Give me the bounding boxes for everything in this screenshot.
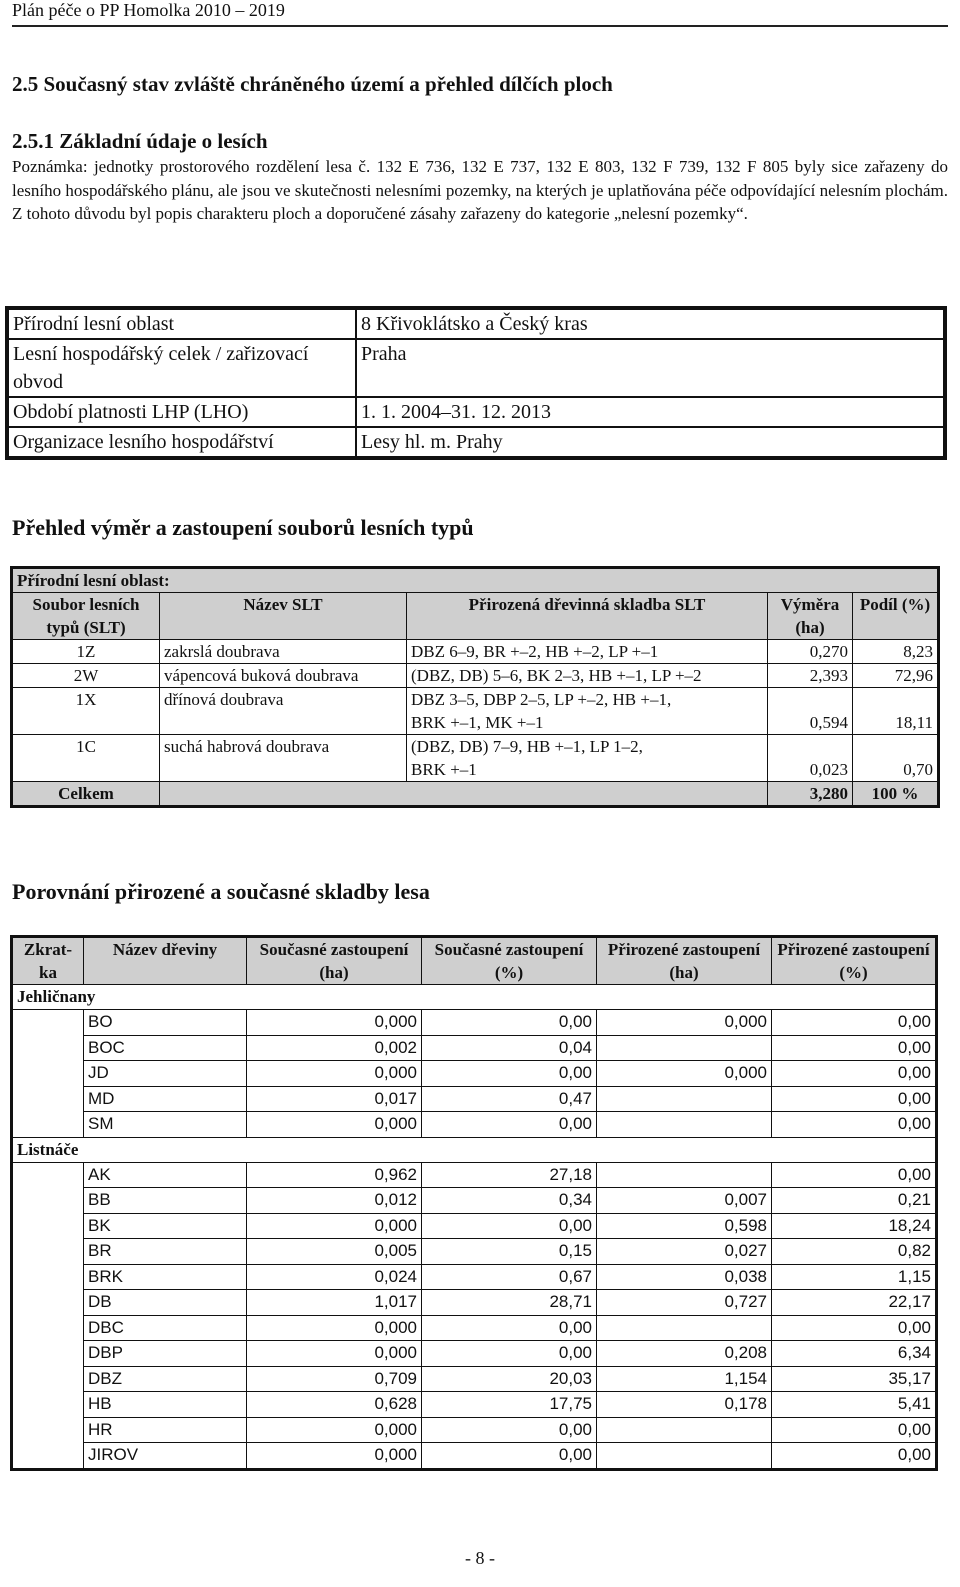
cmp-natural-pct: 0,21 (772, 1188, 937, 1214)
cmp-species: HB (84, 1392, 247, 1418)
slt-row (12, 735, 939, 782)
cmp-natural-ha (597, 1443, 772, 1470)
cmp-species: DB (84, 1290, 247, 1316)
cmp-species: DBC (84, 1315, 247, 1341)
cmp-current-ha: 0,000 (247, 1315, 422, 1341)
cmp-current-ha: 0,000 (247, 1213, 422, 1239)
cmp-natural-pct: 0,00 (772, 1417, 937, 1443)
cmp-row (12, 1315, 937, 1341)
slt-total-area: 3,280 (768, 782, 853, 807)
slt-code: 1C (12, 735, 160, 782)
cmp-current-ha: 0,000 (247, 1341, 422, 1367)
cmp-natural-ha: 0,598 (597, 1213, 772, 1239)
cmp-blank (12, 1035, 84, 1061)
cmp-natural-pct: 0,00 (772, 1315, 937, 1341)
cmp-current-pct: 0,04 (422, 1035, 597, 1061)
cmp-current-pct: 0,00 (422, 1341, 597, 1367)
cmp-group-label: Jehličnany (12, 985, 937, 1010)
cmp-species: DBP (84, 1341, 247, 1367)
cmp-natural-ha (597, 1162, 772, 1188)
cmp-group-row (12, 985, 937, 1010)
cmp-current-pct: 0,00 (422, 1213, 597, 1239)
slt-total-label: Celkem (12, 782, 160, 807)
cmp-species: JIROV (84, 1443, 247, 1470)
slt-composition (407, 735, 768, 782)
cmp-natural-pct: 5,41 (772, 1392, 937, 1418)
cmp-header-natural-ha: Přirozené zastoupení (ha) (597, 937, 772, 985)
cmp-row (12, 1290, 937, 1316)
cmp-natural-ha: 0,000 (597, 1010, 772, 1036)
cmp-blank (12, 1010, 84, 1036)
cmp-species: MD (84, 1086, 247, 1112)
cmp-blank (12, 1086, 84, 1112)
cmp-natural-pct: 0,00 (772, 1112, 937, 1138)
info-value: Praha (356, 339, 945, 397)
cmp-row (12, 1417, 937, 1443)
slt-table (10, 566, 940, 808)
slt-header-share: Podíl (%) (853, 593, 939, 640)
cmp-species: BO (84, 1010, 247, 1036)
header-rule (12, 25, 948, 27)
info-label: Lesní hospodářský celek / zařizovací obvod (7, 339, 356, 397)
slt-name: vápencová buková doubrava (160, 664, 407, 688)
cmp-row (12, 1264, 937, 1290)
info-row (7, 308, 945, 339)
info-label: Období platnosti LHP (LHO) (7, 397, 356, 427)
slt-region-row (12, 568, 939, 593)
slt-header-code: Soubor lesních typů (SLT) (12, 593, 160, 640)
running-header: Plán péče o PP Homolka 2010 – 2019 (12, 0, 285, 20)
comparison-table (10, 935, 938, 1471)
info-label: Organizace lesního hospodářství (7, 427, 356, 458)
cmp-header-current-ha: Současné zastoupení (ha) (247, 937, 422, 985)
slt-area: 0,594 (768, 688, 853, 735)
slt-composition-line: (DBZ, DB) 5–6, BK 2–3, HB +–1, LP +–2 (411, 666, 702, 685)
cmp-current-ha: 0,002 (247, 1035, 422, 1061)
cmp-natural-ha (597, 1417, 772, 1443)
cmp-header-abbr: Zkrat-ka (12, 937, 84, 985)
cmp-blank (12, 1315, 84, 1341)
cmp-current-pct: 0,00 (422, 1112, 597, 1138)
cmp-species: BOC (84, 1035, 247, 1061)
slt-name: suchá habrová doubrava (160, 735, 407, 782)
cmp-blank (12, 1417, 84, 1443)
cmp-blank (12, 1366, 84, 1392)
cmp-header-current-pct: Současné zastoupení (%) (422, 937, 597, 985)
cmp-row (12, 1086, 937, 1112)
note-text-1: Poznámka: jednotky prostorového rozdělení lesa č. 132 E 736, 132 E 737, 132 E 803, 132 F 739, 132 F 805 byly sice zařazeny do lesního hospodářského plánu, ale jsou ve skutečnosti nelesními pozemky, na kterých je uplatňována péče odpovídající nelesním plochám. (12, 157, 949, 200)
cmp-natural-pct: 6,34 (772, 1341, 937, 1367)
cmp-natural-pct: 0,00 (772, 1010, 937, 1036)
cmp-natural-pct: 22,17 (772, 1290, 937, 1316)
cmp-current-ha: 0,005 (247, 1239, 422, 1265)
cmp-natural-pct: 0,82 (772, 1239, 937, 1265)
cmp-header-natural-pct: Přirozené zastoupení (%) (772, 937, 937, 985)
cmp-current-ha: 0,012 (247, 1188, 422, 1214)
slt-name: zakrslá doubrava (160, 640, 407, 664)
cmp-natural-ha: 0,208 (597, 1341, 772, 1367)
cmp-row (12, 1188, 937, 1214)
cmp-species: BK (84, 1213, 247, 1239)
slt-code: 2W (12, 664, 160, 688)
cmp-current-ha: 0,000 (247, 1443, 422, 1470)
cmp-blank (12, 1392, 84, 1418)
cmp-species: BB (84, 1188, 247, 1214)
note-text-2: Z tohoto důvodu byl popis charakteru ploch a doporučené zásahy zařazeny do kategorie „nelesní pozemky“. (12, 204, 748, 223)
subsection-title: 2.5.1 Základní údaje o lesích (12, 129, 268, 153)
info-value: 1. 1. 2004–31. 12. 2013 (356, 397, 945, 427)
cmp-natural-ha: 1,154 (597, 1366, 772, 1392)
cmp-blank (12, 1061, 84, 1087)
cmp-species: BR (84, 1239, 247, 1265)
info-row (7, 427, 945, 458)
slt-code: 1X (12, 688, 160, 735)
slt-header-row (12, 593, 939, 640)
cmp-current-pct: 27,18 (422, 1162, 597, 1188)
cmp-natural-ha: 0,007 (597, 1188, 772, 1214)
info-table (5, 306, 947, 460)
cmp-current-ha: 0,709 (247, 1366, 422, 1392)
cmp-row (12, 1162, 937, 1188)
cmp-row (12, 1112, 937, 1138)
cmp-blank (12, 1213, 84, 1239)
cmp-natural-ha: 0,178 (597, 1392, 772, 1418)
slt-composition (407, 640, 768, 664)
slt-composition-line: BRK +–1 (411, 760, 477, 779)
slt-share: 0,70 (853, 735, 939, 782)
cmp-natural-pct: 0,00 (772, 1061, 937, 1087)
slt-region-label: Přírodní lesní oblast: (12, 568, 939, 593)
info-row (7, 397, 945, 427)
comparison-section-title: Porovnání přirozené a současné skladby lesa (12, 879, 430, 904)
cmp-current-pct: 0,34 (422, 1188, 597, 1214)
cmp-natural-pct: 1,15 (772, 1264, 937, 1290)
cmp-current-ha: 0,628 (247, 1392, 422, 1418)
slt-share: 72,96 (853, 664, 939, 688)
cmp-natural-ha (597, 1035, 772, 1061)
cmp-natural-pct: 0,00 (772, 1162, 937, 1188)
cmp-row (12, 1341, 937, 1367)
slt-row (12, 664, 939, 688)
slt-composition (407, 664, 768, 688)
cmp-species: JD (84, 1061, 247, 1087)
cmp-current-ha: 0,000 (247, 1061, 422, 1087)
info-row (7, 339, 945, 397)
info-label: Přírodní lesní oblast (7, 308, 356, 339)
slt-total-blank (160, 782, 768, 807)
slt-area: 0,270 (768, 640, 853, 664)
cmp-blank (12, 1188, 84, 1214)
cmp-current-pct: 28,71 (422, 1290, 597, 1316)
cmp-current-ha: 1,017 (247, 1290, 422, 1316)
cmp-natural-pct: 0,00 (772, 1443, 937, 1470)
slt-total-row (12, 782, 939, 807)
cmp-header-name: Název dřeviny (84, 937, 247, 985)
page-number: - 8 - (465, 1548, 495, 1568)
slt-area: 0,023 (768, 735, 853, 782)
cmp-current-pct: 20,03 (422, 1366, 597, 1392)
slt-share: 18,11 (853, 688, 939, 735)
cmp-current-pct: 0,00 (422, 1061, 597, 1087)
comparison-header-row (12, 937, 937, 985)
cmp-row (12, 1213, 937, 1239)
slt-composition-line: (DBZ, DB) 7–9, HB +–1, LP 1–2, (411, 737, 643, 756)
cmp-species: SM (84, 1112, 247, 1138)
slt-row (12, 640, 939, 664)
cmp-natural-ha: 0,000 (597, 1061, 772, 1087)
cmp-group-row (12, 1137, 937, 1162)
slt-composition (407, 688, 768, 735)
cmp-natural-ha: 0,038 (597, 1264, 772, 1290)
cmp-row (12, 1392, 937, 1418)
cmp-group-label: Listnáče (12, 1137, 937, 1162)
section-title: 2.5 Současný stav zvláště chráněného území a přehled dílčích ploch (12, 72, 613, 96)
slt-section-title: Přehled výměr a zastoupení souborů lesních typů (12, 515, 474, 540)
cmp-row (12, 1239, 937, 1265)
cmp-row (12, 1366, 937, 1392)
slt-composition-line: DBZ 3–5, DBP 2–5, LP +–2, HB +–1, (411, 690, 672, 709)
cmp-natural-pct: 18,24 (772, 1213, 937, 1239)
slt-area: 2,393 (768, 664, 853, 688)
info-value: Lesy hl. m. Prahy (356, 427, 945, 458)
slt-row (12, 688, 939, 735)
cmp-natural-ha (597, 1086, 772, 1112)
cmp-current-ha: 0,000 (247, 1112, 422, 1138)
slt-header-area: Výměra (ha) (768, 593, 853, 640)
cmp-blank (12, 1112, 84, 1138)
note-paragraph (12, 155, 948, 226)
cmp-current-pct: 0,67 (422, 1264, 597, 1290)
cmp-natural-ha: 0,727 (597, 1290, 772, 1316)
cmp-row (12, 1010, 937, 1036)
cmp-row (12, 1061, 937, 1087)
cmp-current-pct: 0,00 (422, 1443, 597, 1470)
cmp-natural-ha (597, 1112, 772, 1138)
slt-name: dřínová doubrava (160, 688, 407, 735)
slt-total-share: 100 % (853, 782, 939, 807)
slt-composition-line: DBZ 6–9, BR +–2, HB +–2, LP +–1 (411, 642, 659, 661)
cmp-natural-pct: 0,00 (772, 1086, 937, 1112)
comparison-body (12, 985, 937, 1470)
slt-code: 1Z (12, 640, 160, 664)
cmp-current-ha: 0,962 (247, 1162, 422, 1188)
cmp-blank (12, 1239, 84, 1265)
cmp-row (12, 1443, 937, 1470)
cmp-current-ha: 0,000 (247, 1417, 422, 1443)
cmp-blank (12, 1341, 84, 1367)
slt-header-composition: Přirozená dřevinná skladba SLT (407, 593, 768, 640)
cmp-natural-pct: 35,17 (772, 1366, 937, 1392)
cmp-blank (12, 1264, 84, 1290)
cmp-species: AK (84, 1162, 247, 1188)
cmp-species: HR (84, 1417, 247, 1443)
info-value: 8 Křivoklátsko a Český kras (356, 308, 945, 339)
cmp-natural-ha (597, 1315, 772, 1341)
cmp-current-ha: 0,000 (247, 1010, 422, 1036)
cmp-species: DBZ (84, 1366, 247, 1392)
cmp-current-pct: 0,47 (422, 1086, 597, 1112)
cmp-current-pct: 0,00 (422, 1315, 597, 1341)
cmp-natural-ha: 0,027 (597, 1239, 772, 1265)
cmp-row (12, 1035, 937, 1061)
slt-composition-line: BRK +–1, MK +–1 (411, 713, 544, 732)
slt-header-name: Název SLT (160, 593, 407, 640)
cmp-species: BRK (84, 1264, 247, 1290)
cmp-current-pct: 0,00 (422, 1010, 597, 1036)
cmp-blank (12, 1290, 84, 1316)
cmp-blank (12, 1162, 84, 1188)
cmp-current-pct: 0,15 (422, 1239, 597, 1265)
cmp-current-ha: 0,017 (247, 1086, 422, 1112)
cmp-current-pct: 0,00 (422, 1417, 597, 1443)
cmp-blank (12, 1443, 84, 1470)
cmp-natural-pct: 0,00 (772, 1035, 937, 1061)
cmp-current-pct: 17,75 (422, 1392, 597, 1418)
slt-share: 8,23 (853, 640, 939, 664)
cmp-current-ha: 0,024 (247, 1264, 422, 1290)
